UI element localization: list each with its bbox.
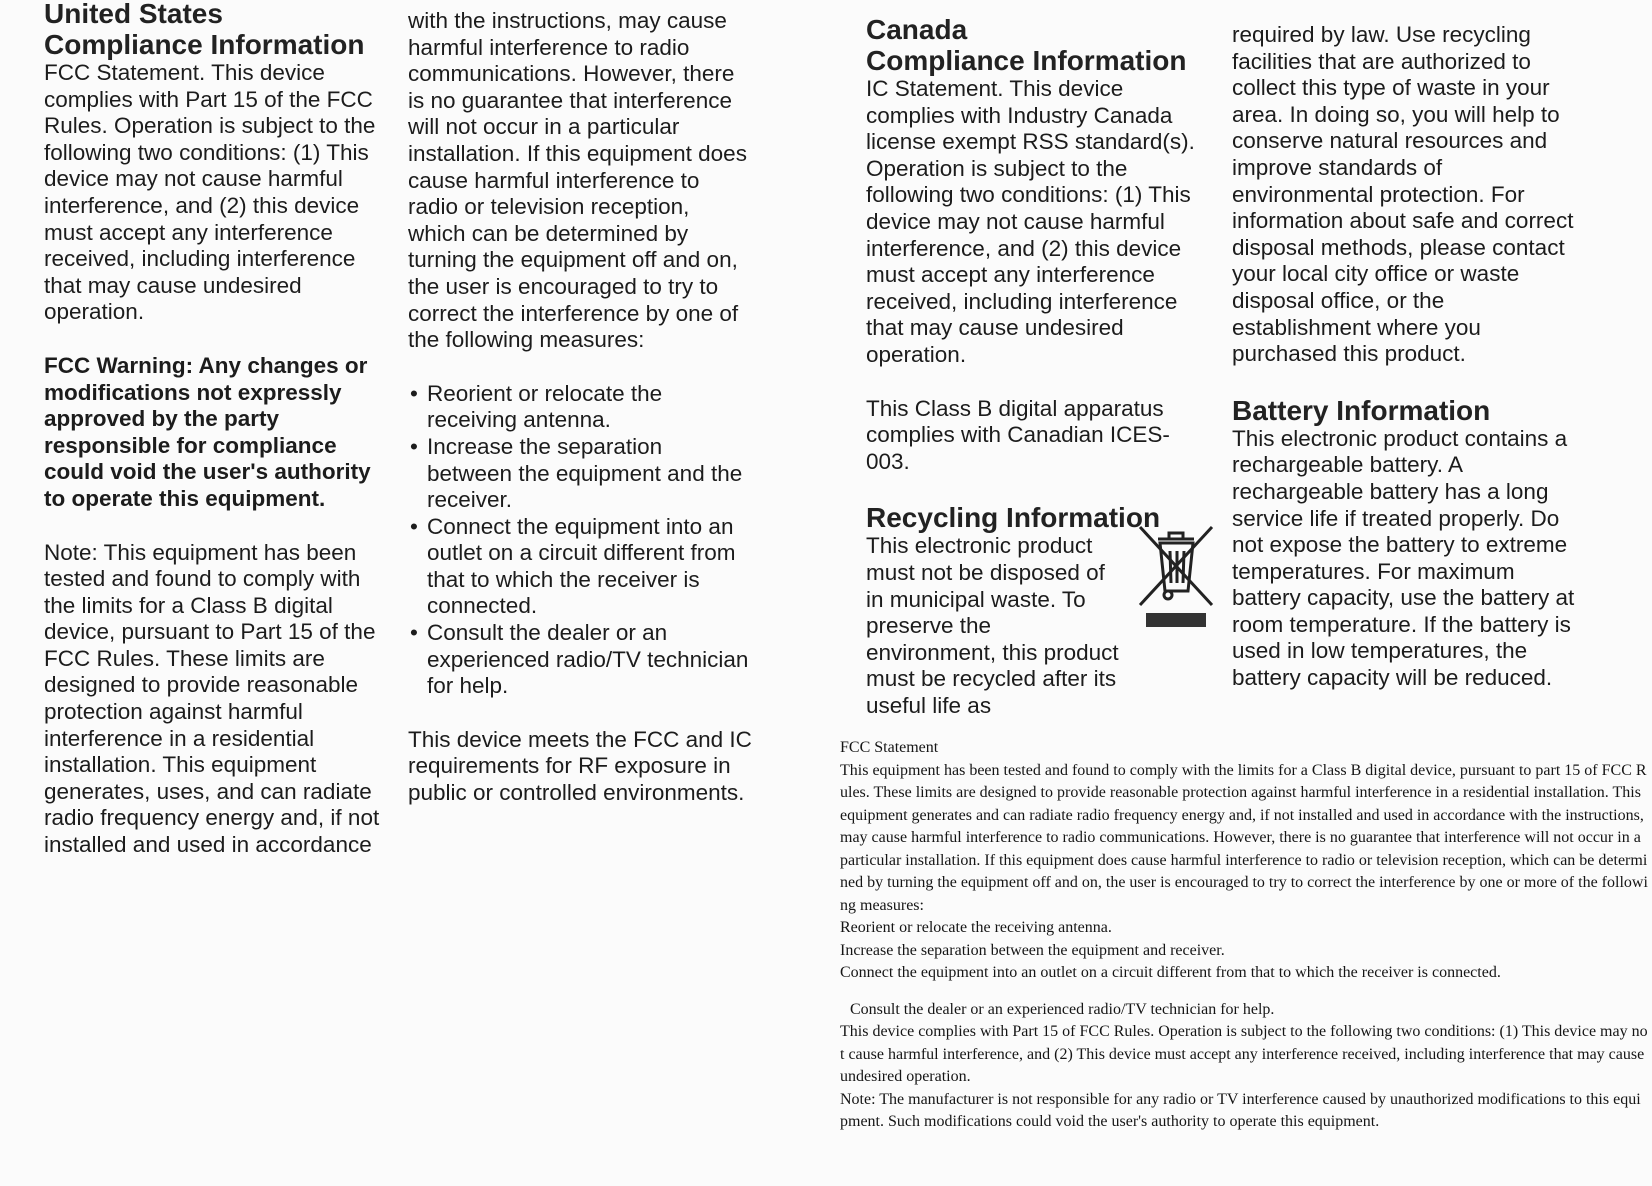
fcc-block-measure-1: Reorient or relocate the receiving antenna. [840, 919, 1112, 936]
measure-item: • Increase the separation between the equipment and the receiver. [408, 434, 753, 514]
fcc-statement-text: FCC Statement. This device complies with Part 15 of the FCC Rules. Operation is subject to the following two conditions: (1) This device may not cause harmful interference, and (2) this device must accept any interference received, including interference that may cause undesired operation. [44, 60, 376, 325]
fcc-block-measure-4: Consult the dealer or an experienced radio/TV technician for help. [850, 1000, 1275, 1018]
fcc-block-title: FCC Statement [840, 739, 939, 756]
battery-text: This electronic product contains a rechargeable battery. A rechargeable battery has a long service life if treated properly. Do not expose the battery to extreme temperatures. For maximum battery capacity, use the battery at room temperature. If the battery is used in low temperatures, the battery capacity will be reduced. [1232, 425, 1575, 691]
fcc-statement-block [840, 737, 1648, 1134]
fcc-warning-text: FCC Warning: Any changes or modifications not expressly approved by the party responsible for compliance could void the user's authority to operate this equipment. [44, 352, 371, 511]
recycling-heading: Recycling Information [866, 502, 1161, 534]
fcc-block-measure-3: Connect the equipment into an outlet on a circuit different from that to which the receiver is connected. [840, 964, 1501, 981]
class-b-text: This Class B digital apparatus complies with Canadian ICES-003. [866, 395, 1170, 474]
us-heading-2: Compliance Information [44, 29, 365, 60]
fcc-block-para-3: Note: The manufacturer is not responsible for any radio or TV interference caused by unauthorized modifications to this equipment. Such modifications could void the user's authority to operate this equipment. [840, 1090, 1641, 1130]
canada-heading-2: Compliance Information [866, 45, 1187, 76]
measures-list [408, 381, 753, 700]
us-heading-1: United States [44, 0, 223, 29]
measure-item: • Connect the equipment into an outlet on a circuit different from that to which the receiver is connected. [408, 514, 753, 620]
note-text: Note: This equipment has been tested and found to comply with the limits for a Class B digital device, pursuant to Part 15 of the FCC Rules. These limits are designed to provide reasonable protection against harmful interference in a residential installation. This equipment generates, uses, and can radiate radio frequency energy and, if not installed and used in accordance [44, 539, 380, 858]
us-column-1 [44, 0, 389, 859]
fcc-block-para-2: This device complies with Part 15 of FCC Rules. Operation is subject to the following two conditions: (1) This device may not cause harmful interference, and (2) This device must accept any interference received, including interference that may cause undesired operation. [840, 1023, 1648, 1085]
note-continued-text: with the instructions, may cause harmful interference to radio communications. However, there is no guarantee that interference will not occur in a particular installation. If this equipment does cause harmful interference to radio or television reception, which can be determined by turning the equipment off and on, the user is encouraged to try to correct the interference by one of the following measures: [408, 8, 747, 353]
recycling-text: This electronic product must not be disposed of in municipal waste. To preserve the environment, this product must be recycled after its useful life as [866, 533, 1119, 718]
canada-heading-1: Canada [866, 14, 968, 45]
recycling-battery-column [1232, 22, 1584, 692]
measure-item: • Consult the dealer or an experienced radio/TV technician for help. [408, 620, 753, 700]
fcc-block-measure-2: Increase the separation between the equipment and receiver. [840, 941, 1225, 959]
fcc-block-para-1: This equipment has been tested and found to comply with the limits for a Class B digital device, pursuant to part 15 of FCC Rules. These limits are designed to provide reasonable protection against harmful interference in a residential installation. This equipment generates and can radiate radio frequency energy and, if not installed and used in accordance with the instructions, may cause harmful interference to radio communications. However, there is no guarantee that interference will not occur in a particular installation. If this equipment does cause harmful interference to radio or television reception, which can be determined by turning the equipment off and on, the user is encouraged to try to correct the interference by one or more of the following measures: [840, 761, 1648, 914]
recycling-continued-text: required by law. Use recycling facilities that are authorized to collect this type of waste in your area. In doing so, you will help to conserve natural resources and improve standards of environmental protection. For information about safe and correct disposal methods, please contact your local city office or waste disposal office, or the establishment where you purchased this product. [1232, 22, 1574, 367]
rf-exposure-text: This device meets the FCC and IC requirements for RF exposure in public or controlled environments. [408, 726, 752, 806]
battery-heading: Battery Information [1232, 394, 1491, 426]
measure-item: • Reorient or relocate the receiving antenna. [408, 381, 753, 434]
weee-crossed-bin-icon [1138, 525, 1214, 631]
us-column-2 [408, 8, 753, 807]
ic-statement-text: IC Statement. This device complies with Industry Canada license exempt RSS standard(s). Operation is subject to the following two conditions: (1) This device may not cause harmful interference, and (2) this device must accept any interference received, including interference that may cause undesired operation. [866, 76, 1195, 367]
